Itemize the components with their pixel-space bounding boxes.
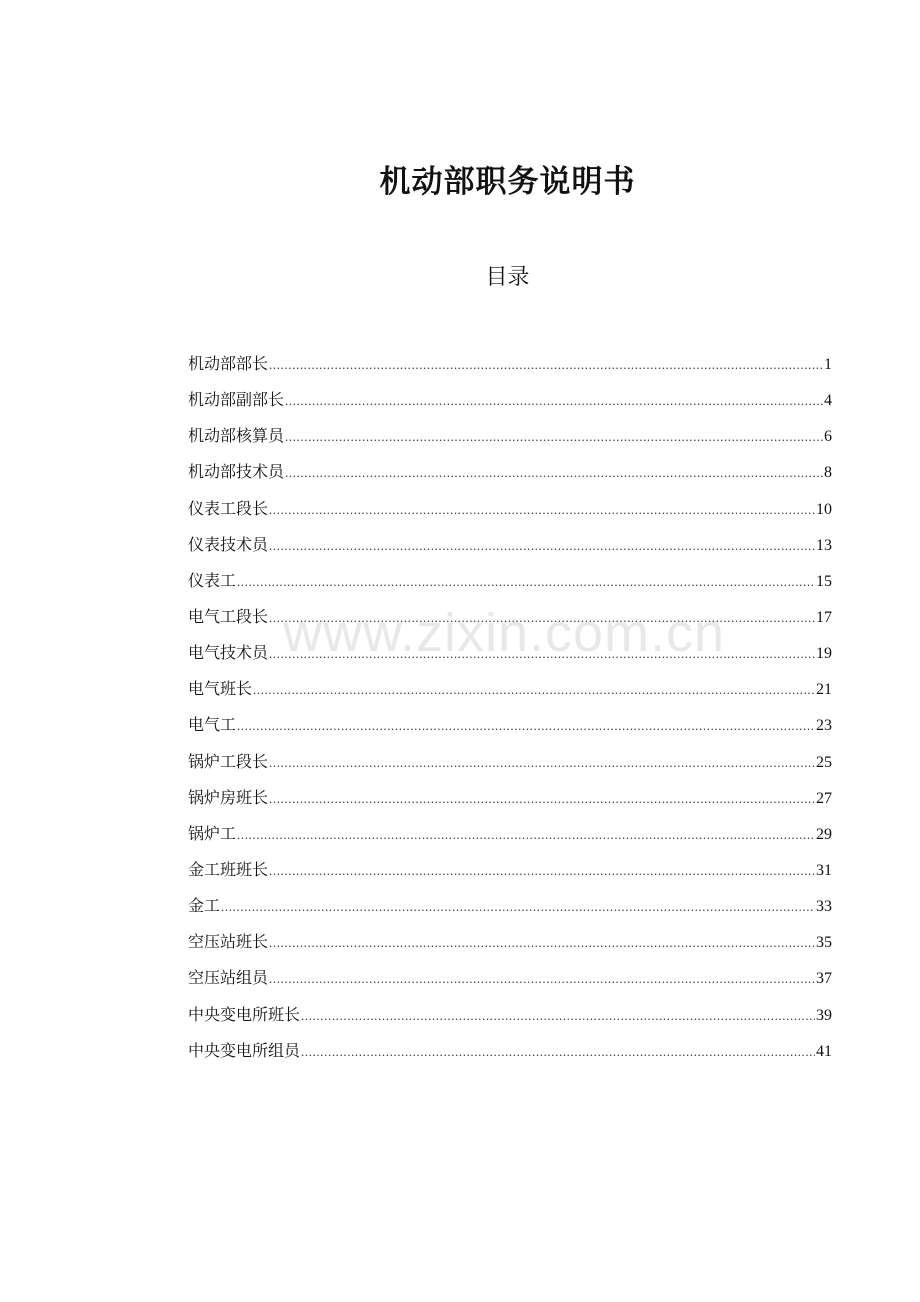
toc-page-number: 4 xyxy=(824,392,832,410)
toc-page-number: 37 xyxy=(816,970,832,988)
toc-entry-label: 锅炉工 xyxy=(188,823,237,843)
toc-dot-leader xyxy=(253,676,815,704)
toc-dot-leader xyxy=(269,785,815,813)
toc-entry[interactable] xyxy=(188,748,832,784)
toc-entry-label: 锅炉房班长 xyxy=(188,787,269,807)
toc-entry-label: 空压站班长 xyxy=(188,932,269,952)
toc-page-number: 10 xyxy=(816,500,832,518)
toc-dot-leader xyxy=(285,423,823,451)
toc-dot-leader xyxy=(269,857,815,885)
toc-page-number: 21 xyxy=(816,681,832,699)
toc-dot-leader xyxy=(269,351,823,379)
toc-entry[interactable] xyxy=(188,675,832,711)
toc-dot-leader xyxy=(237,712,815,740)
toc-page-number: 17 xyxy=(816,608,832,626)
table-of-contents xyxy=(188,350,832,1073)
toc-entry-label: 机动部技术员 xyxy=(188,462,285,482)
toc-entry[interactable] xyxy=(188,820,832,856)
watermark: www.zixin.com.cn xyxy=(282,603,726,663)
toc-page-number: 19 xyxy=(816,645,832,663)
toc-entry-label: 电气班长 xyxy=(188,679,253,699)
toc-entry[interactable] xyxy=(188,1001,832,1037)
toc-entry-label: 机动部核算员 xyxy=(188,426,285,446)
toc-page-number: 29 xyxy=(816,825,832,843)
toc-entry[interactable] xyxy=(188,495,832,531)
toc-entry[interactable] xyxy=(188,711,832,747)
toc-dot-leader xyxy=(269,496,815,524)
toc-dot-leader xyxy=(221,893,815,921)
toc-entry[interactable] xyxy=(188,350,832,386)
toc-page-number: 1 xyxy=(824,356,832,373)
toc-entry-label: 中央变电所班长 xyxy=(188,1004,301,1024)
toc-entry-label: 中央变电所组员 xyxy=(188,1040,301,1060)
toc-entry[interactable] xyxy=(188,856,832,892)
toc-entry-label: 锅炉工段长 xyxy=(188,751,269,771)
toc-dot-leader xyxy=(269,532,815,560)
toc-page-number: 15 xyxy=(816,572,832,590)
toc-entry[interactable] xyxy=(188,1037,832,1073)
toc-dot-leader xyxy=(237,821,815,849)
toc-entry-label: 金工 xyxy=(188,896,221,916)
toc-entry[interactable] xyxy=(188,892,832,928)
toc-page-number: 23 xyxy=(816,717,832,735)
toc-entry-label: 仪表工 xyxy=(188,570,237,590)
toc-entry[interactable] xyxy=(188,531,832,567)
toc-dot-leader xyxy=(269,640,815,668)
toc-entry[interactable] xyxy=(188,567,832,603)
toc-dot-leader xyxy=(269,749,815,777)
toc-heading: 目录 xyxy=(485,265,530,290)
toc-entry-label: 电气技术员 xyxy=(188,643,269,663)
toc-dot-leader xyxy=(237,568,815,596)
toc-entry-label: 空压站组员 xyxy=(188,968,269,988)
toc-entry[interactable] xyxy=(188,639,832,675)
toc-page-number: 8 xyxy=(824,464,832,482)
toc-page-number: 6 xyxy=(824,428,832,446)
toc-dot-leader xyxy=(269,604,815,632)
toc-page-number: 13 xyxy=(816,536,832,554)
toc-page-number: 25 xyxy=(816,753,832,771)
toc-entry[interactable] xyxy=(188,603,832,639)
toc-entry[interactable] xyxy=(188,928,832,964)
toc-page-number: 33 xyxy=(816,898,832,916)
toc-dot-leader xyxy=(269,965,815,993)
toc-dot-leader xyxy=(285,459,823,487)
document-title: 机动部职务说明书 xyxy=(379,164,636,200)
toc-entry[interactable] xyxy=(188,386,832,422)
toc-entry-label: 电气工段长 xyxy=(188,606,269,626)
toc-page-number: 35 xyxy=(816,934,832,952)
toc-entry[interactable] xyxy=(188,964,832,1000)
toc-entry-label: 仪表工段长 xyxy=(188,498,269,518)
toc-dot-leader xyxy=(269,929,815,957)
toc-page-number: 39 xyxy=(816,1006,832,1024)
toc-entry-label: 仪表技术员 xyxy=(188,534,269,554)
toc-entry-label: 电气工 xyxy=(188,715,237,735)
toc-page-number: 27 xyxy=(816,789,832,807)
toc-page-number: 41 xyxy=(816,1042,832,1060)
toc-dot-leader xyxy=(285,387,823,415)
toc-dot-leader xyxy=(301,1002,815,1030)
toc-page-number: 31 xyxy=(816,861,832,879)
toc-entry[interactable] xyxy=(188,458,832,494)
toc-dot-leader xyxy=(301,1038,815,1066)
toc-entry-label: 金工班班长 xyxy=(188,859,269,879)
toc-entry[interactable] xyxy=(188,422,832,458)
toc-entry-label: 机动部副部长 xyxy=(188,390,285,410)
toc-entry-label: 机动部部长 xyxy=(188,354,269,373)
toc-entry[interactable] xyxy=(188,784,832,820)
